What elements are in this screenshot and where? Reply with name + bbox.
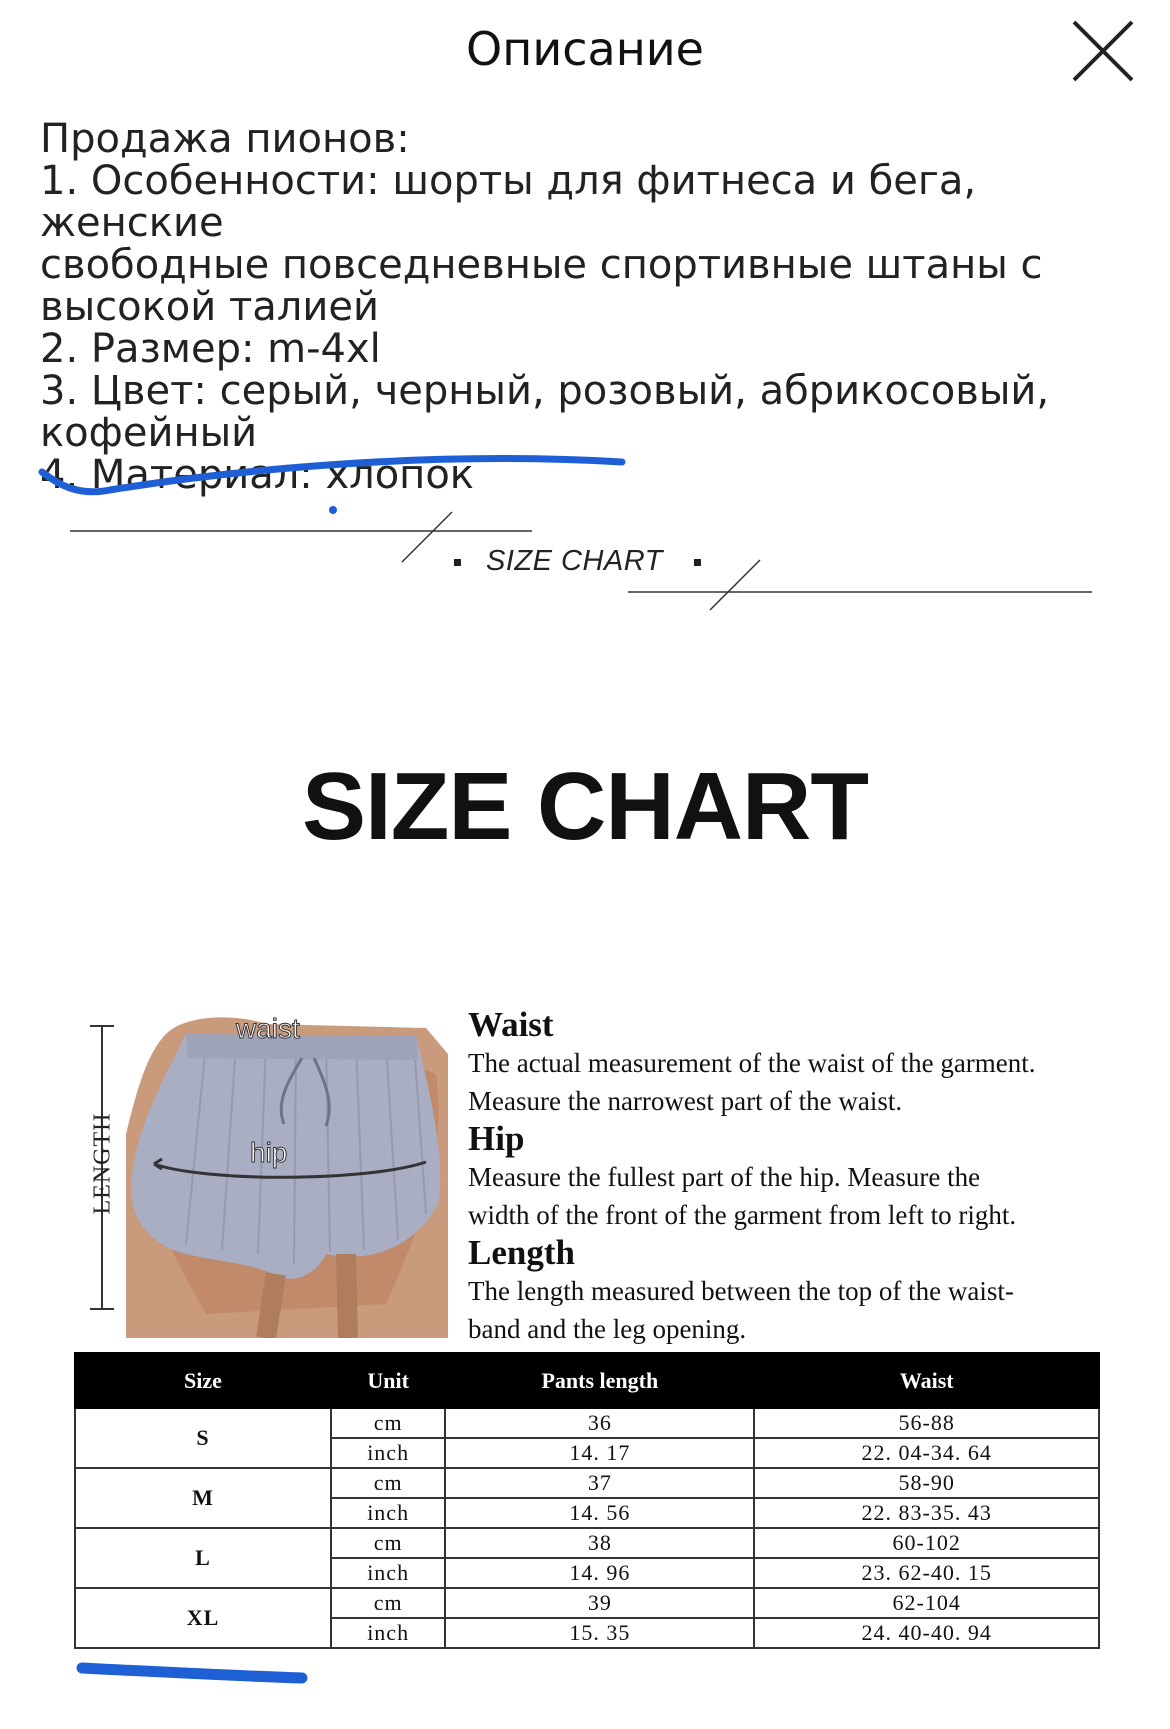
length-cell: 14. 56 xyxy=(445,1498,754,1528)
unit-cell: cm xyxy=(331,1468,445,1498)
description-line: кофейный xyxy=(40,410,258,456)
column-header: Unit xyxy=(331,1353,445,1408)
waist-cell: 22. 04-34. 64 xyxy=(754,1438,1099,1468)
waist-cell: 62-104 xyxy=(754,1588,1099,1618)
description-line: 3. Цвет: серый, черный, розовый, абрикосовый, xyxy=(40,368,1050,414)
unit-cell: inch xyxy=(331,1438,445,1468)
waist-heading: Waist xyxy=(468,1005,554,1044)
column-header: Size xyxy=(75,1353,331,1408)
shorts-photo xyxy=(126,1014,448,1338)
table-row xyxy=(75,1408,1099,1438)
length-cell: 15. 35 xyxy=(445,1618,754,1648)
waist-cell: 22. 83-35. 43 xyxy=(754,1498,1099,1528)
size-cell: M xyxy=(75,1468,331,1528)
product-description xyxy=(40,118,1150,496)
length-cell: 38 xyxy=(445,1528,754,1558)
size-chart-title: SIZE CHART xyxy=(302,753,868,860)
waist-cell: 56-88 xyxy=(754,1408,1099,1438)
waist-text: Measure the narrowest part of the waist. xyxy=(468,1086,903,1116)
size-cell: S xyxy=(75,1408,331,1468)
description-line: свободные повседневные спортивные штаны с xyxy=(40,242,1043,288)
waist-cell: 24. 40-40. 94 xyxy=(754,1618,1099,1648)
length-cell: 39 xyxy=(445,1588,754,1618)
hip-label: hip xyxy=(250,1137,288,1168)
description-line: Продажа пионов: xyxy=(40,116,410,162)
column-header: Pants length xyxy=(445,1353,754,1408)
waist-cell: 58-90 xyxy=(754,1468,1099,1498)
length-heading: Length xyxy=(468,1233,575,1272)
length-cell: 36 xyxy=(445,1408,754,1438)
size-cell: XL xyxy=(75,1588,331,1648)
table-header-row xyxy=(75,1353,1099,1408)
length-cell: 37 xyxy=(445,1468,754,1498)
size-cell: L xyxy=(75,1528,331,1588)
description-line: 2. Размер: m-4xl xyxy=(40,326,381,372)
hip-text: width of the front of the garment from left to right. xyxy=(468,1200,1017,1230)
waist-text: The actual measurement of the waist of the garment. xyxy=(468,1048,1036,1078)
length-cell: 14. 96 xyxy=(445,1558,754,1588)
length-text: The length measured between the top of the waist- xyxy=(468,1276,1014,1306)
table-row xyxy=(75,1468,1099,1498)
hip-text: Measure the fullest part of the hip. Measure the xyxy=(468,1162,981,1192)
blue-underline-stroke xyxy=(82,1668,302,1678)
description-line: высокой талией xyxy=(40,284,379,330)
description-line: 1. Особенности: шорты для фитнеса и бега, женские xyxy=(40,158,989,246)
unit-cell: cm xyxy=(331,1588,445,1618)
hip-heading: Hip xyxy=(468,1119,525,1158)
unit-cell: inch xyxy=(331,1558,445,1588)
unit-cell: inch xyxy=(331,1618,445,1648)
waist-cell: 60-102 xyxy=(754,1528,1099,1558)
unit-cell: inch xyxy=(331,1498,445,1528)
size-table xyxy=(74,1352,1100,1649)
unit-cell: cm xyxy=(331,1528,445,1558)
waist-cell: 23. 62-40. 15 xyxy=(754,1558,1099,1588)
table-row xyxy=(75,1528,1099,1558)
length-text: band and the leg opening. xyxy=(468,1314,747,1344)
banner-label: SIZE CHART xyxy=(486,545,663,577)
unit-cell: cm xyxy=(331,1408,445,1438)
page-title: Описание xyxy=(466,22,704,76)
close-button[interactable] xyxy=(1068,16,1138,86)
waist-label: waist xyxy=(236,1014,300,1044)
length-label: LENGTH xyxy=(89,1112,116,1215)
blue-dot xyxy=(329,506,337,514)
close-icon xyxy=(1068,16,1138,86)
column-header: Waist xyxy=(754,1353,1099,1408)
description-line: 4. Материал: хлопок xyxy=(40,452,474,498)
table-row xyxy=(75,1588,1099,1618)
length-cell: 14. 17 xyxy=(445,1438,754,1468)
measurement-guide xyxy=(468,1006,1128,1348)
